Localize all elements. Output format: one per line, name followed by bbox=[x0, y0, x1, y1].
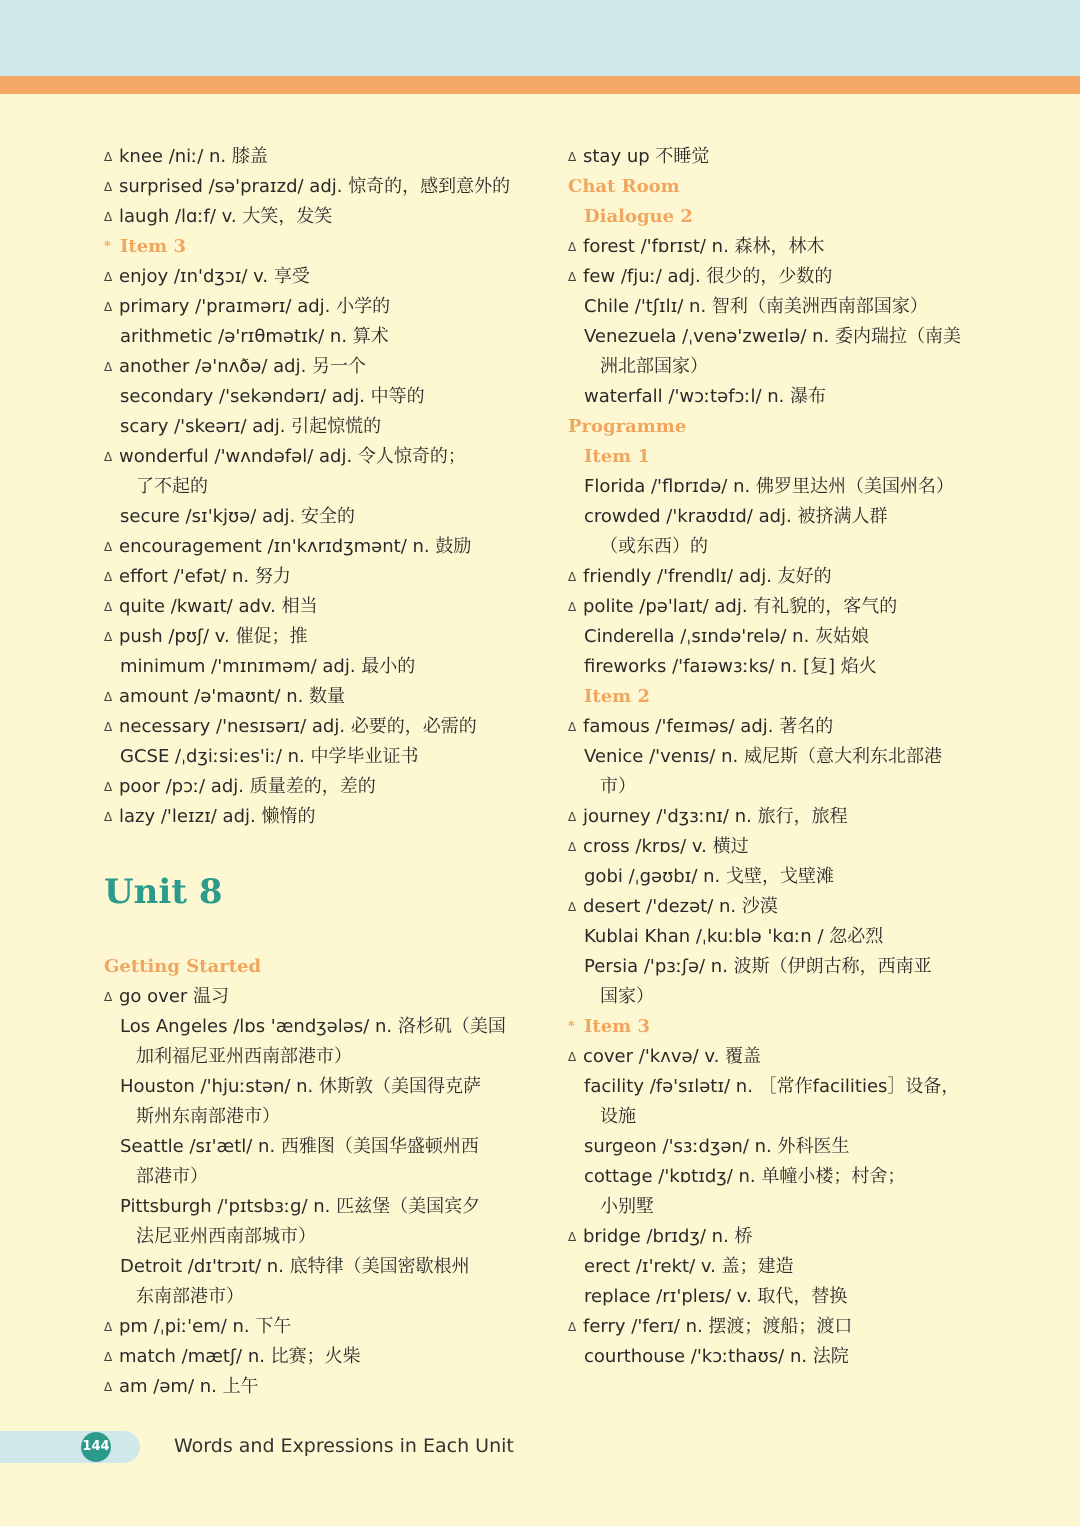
vocab-entry bbox=[104, 622, 544, 652]
subsection-heading-text: Item 3 bbox=[584, 1016, 651, 1037]
vocab-entry-text: Venice /'venɪs/ n. 威尼斯（意大利东北部港 bbox=[584, 746, 942, 767]
vocab-entry-text: bridge /brɪdʒ/ n. 桥 bbox=[583, 1226, 753, 1247]
key-word-marker-icon: Δ bbox=[568, 270, 577, 284]
vocab-entry bbox=[104, 172, 544, 202]
key-word-marker-icon: Δ bbox=[568, 900, 577, 914]
vocab-entry bbox=[568, 472, 1008, 502]
vocab-entry-continuation: 加利福尼亚州西南部港市） bbox=[136, 1046, 352, 1067]
vocab-entry bbox=[104, 1192, 544, 1222]
vocab-entry bbox=[104, 382, 544, 412]
key-word-marker-icon: Δ bbox=[104, 150, 113, 164]
vocab-entry-text: Florida /'flɒrɪdə/ n. 佛罗里达州（美国州名） bbox=[584, 476, 954, 497]
vocab-entry-text: effort /'efət/ n. 努力 bbox=[119, 566, 291, 587]
unit-title: Unit 8 bbox=[104, 872, 223, 912]
vocab-entry-text: secure /sɪ'kjʊə/ adj. 安全的 bbox=[120, 506, 355, 527]
vocab-entry-text: another /ə'nʌðə/ adj. 另一个 bbox=[119, 356, 367, 377]
vocab-entry bbox=[568, 742, 1008, 772]
vocab-entry bbox=[104, 442, 544, 472]
vocab-entry-text: few /fjuː/ adj. 很少的，少数的 bbox=[583, 266, 833, 287]
vocab-entry-text: enjoy /ɪn'dʒɔɪ/ v. 享受 bbox=[119, 266, 310, 287]
subsection-heading: Item 2 bbox=[584, 686, 651, 707]
vocab-entry bbox=[568, 1042, 1008, 1072]
key-word-marker-icon: Δ bbox=[104, 360, 113, 374]
vocab-entry-continuation: （或东西）的 bbox=[600, 536, 708, 557]
vocab-entry bbox=[568, 1132, 1008, 1162]
vocab-entry bbox=[568, 1342, 1008, 1372]
subsection-heading bbox=[104, 232, 544, 262]
key-word-marker-icon: Δ bbox=[104, 630, 113, 644]
vocab-entry-text: facility /fə'sɪlətɪ/ n. ［常作facilities］设备， bbox=[584, 1076, 960, 1097]
vocab-entry-text: Detroit /dɪ'trɔɪt/ n. 底特律（美国密歇根州 bbox=[120, 1256, 470, 1277]
vocab-entry bbox=[568, 292, 1008, 322]
vocab-entry-text: match /mætʃ/ n. 比赛；火柴 bbox=[119, 1346, 361, 1367]
key-word-marker-icon: Δ bbox=[104, 1320, 113, 1334]
vocab-entry-continuation: 法尼亚州西南部城市） bbox=[136, 1226, 316, 1247]
optional-marker-icon: * bbox=[568, 1019, 575, 1034]
key-word-marker-icon: Δ bbox=[104, 570, 113, 584]
key-word-marker-icon: Δ bbox=[104, 450, 113, 464]
key-word-marker-icon: Δ bbox=[568, 810, 577, 824]
vocab-entry-text: Chile /'tʃɪlɪ/ n. 智利（南美洲西南部国家） bbox=[584, 296, 928, 317]
vocab-entry-text: fireworks /'faɪəwɜːks/ n. [复] 焰火 bbox=[584, 656, 877, 677]
vocab-entry bbox=[568, 142, 1008, 172]
vocab-entry-text: gobi /ˌgəʊbɪ/ n. 戈壁，戈壁滩 bbox=[584, 866, 834, 887]
key-word-marker-icon: Δ bbox=[104, 780, 113, 794]
vocab-entry bbox=[568, 322, 1008, 352]
subsection-heading-text: Item 3 bbox=[120, 236, 187, 257]
vocab-entry-text: encouragement /ɪn'kʌrɪdʒmənt/ n. 鼓励 bbox=[119, 536, 472, 557]
key-word-marker-icon: Δ bbox=[568, 150, 577, 164]
key-word-marker-icon: Δ bbox=[568, 570, 577, 584]
vocab-entry-text: cross /krɒs/ v. 横过 bbox=[583, 836, 749, 857]
vocab-entry-text: journey /'dʒɜːnɪ/ n. 旅行，旅程 bbox=[583, 806, 848, 827]
vocab-entry bbox=[104, 1072, 544, 1102]
left-column bbox=[104, 142, 544, 1402]
vocab-entry-text: stay up 不睡觉 bbox=[583, 146, 710, 167]
vocab-entry bbox=[568, 922, 1008, 952]
section-heading: Getting Started bbox=[104, 956, 262, 977]
vocab-entry bbox=[568, 562, 1008, 592]
vocab-entry-text: lazy /'leɪzɪ/ adj. 懒惰的 bbox=[119, 806, 316, 827]
vocab-entry-text: famous /'feɪməs/ adj. 著名的 bbox=[583, 716, 834, 737]
vocab-entry bbox=[104, 1252, 544, 1282]
vocab-entry-text: quite /kwaɪt/ adv. 相当 bbox=[119, 596, 318, 617]
section-heading: Chat Room bbox=[568, 176, 680, 197]
vocab-entry bbox=[104, 712, 544, 742]
vocab-entry-text: friendly /'frendlɪ/ adj. 友好的 bbox=[583, 566, 832, 587]
vocab-entry bbox=[568, 712, 1008, 742]
vocab-entry-text: wonderful /'wʌndəfəl/ adj. 令人惊奇的； bbox=[119, 446, 466, 467]
key-word-marker-icon: Δ bbox=[568, 240, 577, 254]
vocab-entry-text: ferry /'ferɪ/ n. 摆渡；渡船；渡口 bbox=[583, 1316, 853, 1337]
vocab-entry-text: cottage /'kɒtɪdʒ/ n. 单幢小楼；村舍； bbox=[584, 1166, 906, 1187]
vocab-entry-text: minimum /'mɪnɪməm/ adj. 最小的 bbox=[120, 656, 416, 677]
vocab-entry-continuation: 了不起的 bbox=[136, 476, 208, 497]
vocab-entry-text: Seattle /sɪ'ætl/ n. 西雅图（美国华盛顿州西 bbox=[120, 1136, 479, 1157]
header-band bbox=[0, 0, 1080, 76]
vocab-entry bbox=[104, 682, 544, 712]
key-word-marker-icon: Δ bbox=[568, 1320, 577, 1334]
vocab-entry-text: go over 温习 bbox=[119, 986, 230, 1007]
vocab-entry bbox=[568, 1072, 1008, 1102]
key-word-marker-icon: Δ bbox=[104, 600, 113, 614]
vocab-entry bbox=[104, 802, 544, 832]
vocab-entry bbox=[568, 952, 1008, 982]
vocab-entry bbox=[104, 742, 544, 772]
vocab-entry bbox=[104, 592, 544, 622]
vocab-entry-text: arithmetic /ə'rɪθmətɪk/ n. 算术 bbox=[120, 326, 389, 347]
vocab-entry-text: pm /ˌpiː'em/ n. 下午 bbox=[119, 1316, 292, 1337]
vocab-entry bbox=[568, 1312, 1008, 1342]
vocab-entry bbox=[104, 1012, 544, 1042]
vocab-entry bbox=[568, 832, 1008, 862]
vocab-entry-text: waterfall /'wɔːtəfɔːl/ n. 瀑布 bbox=[584, 386, 827, 407]
vocab-entry bbox=[104, 412, 544, 442]
vocab-entry-text: polite /pə'laɪt/ adj. 有礼貌的，客气的 bbox=[583, 596, 898, 617]
subsection-heading bbox=[568, 1012, 1008, 1042]
vocab-entry-text: Pittsburgh /'pɪtsbɜːg/ n. 匹兹堡（美国宾夕 bbox=[120, 1196, 481, 1217]
vocab-entry-text: crowded /'kraʊdɪd/ adj. 被挤满人群 bbox=[584, 506, 888, 527]
section-heading: Programme bbox=[568, 416, 687, 437]
vocab-entry-text: replace /rɪ'pleɪs/ v. 取代，替换 bbox=[584, 1286, 848, 1307]
vocab-entry-continuation: 部港市） bbox=[136, 1166, 208, 1187]
vocab-entry-continuation: 设施 bbox=[600, 1106, 636, 1127]
vocab-entry-text: GCSE /ˌdʒiːsiːes'iː/ n. 中学毕业证书 bbox=[120, 746, 419, 767]
vocab-entry-text: secondary /'sekəndərɪ/ adj. 中等的 bbox=[120, 386, 425, 407]
vocab-entry-text: Los Angeles /lɒs 'ændʒələs/ n. 洛杉矶（美国 bbox=[120, 1016, 506, 1037]
key-word-marker-icon: Δ bbox=[104, 270, 113, 284]
vocab-entry-text: poor /pɔː/ adj. 质量差的，差的 bbox=[119, 776, 376, 797]
vocab-entry-text: courthouse /'kɔːthaʊs/ n. 法院 bbox=[584, 1346, 849, 1367]
key-word-marker-icon: Δ bbox=[104, 540, 113, 554]
vocab-entry bbox=[568, 802, 1008, 832]
vocab-entry-text: necessary /'nesɪsərɪ/ adj. 必要的，必需的 bbox=[119, 716, 477, 737]
vocab-entry-continuation: 小别墅 bbox=[600, 1196, 654, 1217]
subsection-heading: Item 1 bbox=[584, 446, 651, 467]
key-word-marker-icon: Δ bbox=[104, 300, 113, 314]
key-word-marker-icon: Δ bbox=[568, 840, 577, 854]
key-word-marker-icon: Δ bbox=[104, 690, 113, 704]
vocab-entry bbox=[568, 382, 1008, 412]
footer-band bbox=[0, 1431, 140, 1463]
footer-title: Words and Expressions in Each Unit bbox=[174, 1435, 514, 1457]
vocab-entry bbox=[104, 502, 544, 532]
vocab-entry bbox=[568, 652, 1008, 682]
vocab-entry bbox=[568, 502, 1008, 532]
key-word-marker-icon: Δ bbox=[104, 180, 113, 194]
vocab-entry-continuation: 市） bbox=[600, 776, 636, 797]
key-word-marker-icon: Δ bbox=[568, 1230, 577, 1244]
vocab-entry-continuation: 洲北部国家） bbox=[600, 356, 708, 377]
vocab-entry-text: primary /'praɪmərɪ/ adj. 小学的 bbox=[119, 296, 391, 317]
vocab-entry-text: Persia /'pɜːʃə/ n. 波斯（伊朗古称，西南亚 bbox=[584, 956, 932, 977]
vocab-entry-text: desert /'dezət/ n. 沙漠 bbox=[583, 896, 778, 917]
right-column bbox=[568, 142, 1008, 1372]
vocab-entry bbox=[568, 232, 1008, 262]
vocab-entry bbox=[568, 1162, 1008, 1192]
page-number: 144 bbox=[81, 1432, 111, 1462]
vocab-entry bbox=[568, 892, 1008, 922]
vocab-entry-text: Houston /'hjuːstən/ n. 休斯敦（美国得克萨 bbox=[120, 1076, 481, 1097]
key-word-marker-icon: Δ bbox=[104, 1380, 113, 1394]
subsection-heading: Dialogue 2 bbox=[584, 206, 693, 227]
vocab-entry bbox=[568, 1222, 1008, 1252]
vocab-entry bbox=[104, 322, 544, 352]
vocab-entry-text: push /pʊʃ/ v. 催促；推 bbox=[119, 626, 308, 647]
vocab-entry bbox=[104, 142, 544, 172]
vocab-entry bbox=[104, 352, 544, 382]
key-word-marker-icon: Δ bbox=[104, 210, 113, 224]
header-stripe bbox=[0, 76, 1080, 94]
vocab-entry bbox=[104, 562, 544, 592]
key-word-marker-icon: Δ bbox=[568, 720, 577, 734]
key-word-marker-icon: Δ bbox=[104, 990, 113, 1004]
vocab-entry-text: knee /niː/ n. 膝盖 bbox=[119, 146, 268, 167]
vocab-entry-text: Cinderella /ˌsɪndə'relə/ n. 灰姑娘 bbox=[584, 626, 870, 647]
vocab-entry bbox=[104, 1342, 544, 1372]
vocab-entry bbox=[104, 1372, 544, 1402]
key-word-marker-icon: Δ bbox=[104, 1350, 113, 1364]
vocab-entry bbox=[104, 292, 544, 322]
vocab-entry-text: laugh /lɑːf/ v. 大笑，发笑 bbox=[119, 206, 333, 227]
vocab-entry bbox=[104, 1312, 544, 1342]
vocab-entry bbox=[568, 592, 1008, 622]
vocab-entry-text: Venezuela /ˌvenə'zweɪlə/ n. 委内瑞拉（南美 bbox=[584, 326, 961, 347]
vocab-entry-text: erect /ɪ'rekt/ v. 盖；建造 bbox=[584, 1256, 794, 1277]
vocab-entry bbox=[104, 202, 544, 232]
key-word-marker-icon: Δ bbox=[568, 1050, 577, 1064]
vocab-entry-text: cover /'kʌvə/ v. 覆盖 bbox=[583, 1046, 762, 1067]
vocab-entry bbox=[568, 262, 1008, 292]
vocab-entry-text: surgeon /'sɜːdʒən/ n. 外科医生 bbox=[584, 1136, 850, 1157]
key-word-marker-icon: Δ bbox=[104, 810, 113, 824]
vocab-entry-continuation: 斯州东南部港市） bbox=[136, 1106, 280, 1127]
key-word-marker-icon: Δ bbox=[104, 720, 113, 734]
vocab-entry bbox=[104, 262, 544, 292]
vocab-entry-text: amount /ə'maʊnt/ n. 数量 bbox=[119, 686, 346, 707]
vocab-entry-text: Kublai Khan /ˌkuːblə 'kɑːn / 忽必烈 bbox=[584, 926, 884, 947]
vocab-entry-text: forest /'fɒrɪst/ n. 森林，林木 bbox=[583, 236, 825, 257]
vocab-entry bbox=[568, 1252, 1008, 1282]
vocab-entry-text: scary /'skeərɪ/ adj. 引起惊慌的 bbox=[120, 416, 382, 437]
vocab-entry bbox=[104, 652, 544, 682]
vocab-entry-continuation: 国家） bbox=[600, 986, 654, 1007]
vocab-entry-continuation: 东南部港市） bbox=[136, 1286, 244, 1307]
vocab-entry bbox=[568, 622, 1008, 652]
vocab-entry-text: surprised /sə'praɪzd/ adj. 惊奇的，感到意外的 bbox=[119, 176, 511, 197]
vocab-entry bbox=[104, 772, 544, 802]
vocab-entry bbox=[568, 1282, 1008, 1312]
vocab-entry bbox=[104, 532, 544, 562]
vocab-entry-text: am /əm/ n. 上午 bbox=[119, 1376, 259, 1397]
vocab-entry bbox=[104, 982, 544, 1012]
optional-marker-icon: * bbox=[104, 239, 111, 254]
vocab-entry bbox=[568, 862, 1008, 892]
vocab-entry bbox=[104, 1132, 544, 1162]
key-word-marker-icon: Δ bbox=[568, 600, 577, 614]
